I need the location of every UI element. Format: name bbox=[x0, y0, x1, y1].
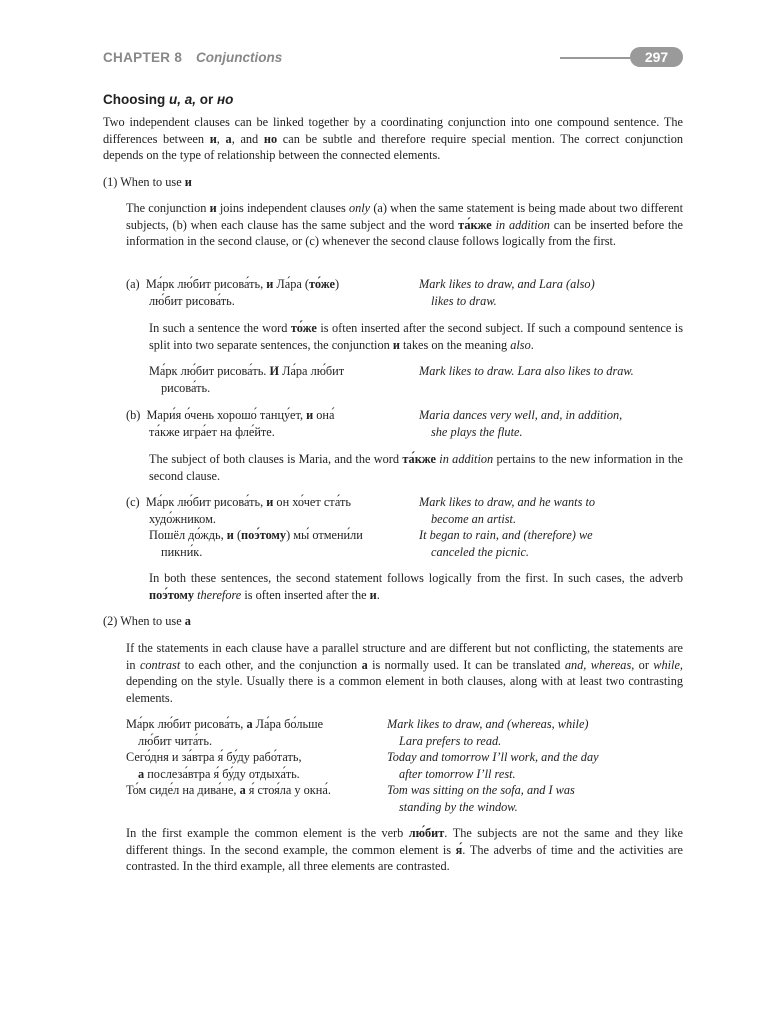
ex2-ru-3a: То́м сиде́л на дива́не, bbox=[126, 783, 240, 797]
pb-text-2: pertains to the new information in the second clause. bbox=[149, 452, 683, 483]
intro-text-3: , and bbox=[231, 131, 264, 146]
example-c-ru-1: Ма́рк лю́бит рисова́ть, bbox=[145, 495, 267, 509]
example-a-ru-2: Ла́ра ( bbox=[273, 277, 310, 291]
ex2-en-2a: Today and tomorrow I’ll work, and the day bbox=[387, 750, 599, 764]
item-2-heading bbox=[103, 613, 191, 630]
pa-text-2: is often inserted after the second subject. If such a compound sentence is split into two separate sentences, the conjunction bbox=[149, 321, 683, 352]
example-c-ru-3: Пошёл до́ждь, bbox=[149, 528, 227, 542]
ex2-ru-1a: Ма́рк лю́бит рисова́ть, bbox=[126, 717, 247, 731]
p2-text-1: If the statements in each clause have a parallel structure and are different but not conflicting, the statements are in bbox=[126, 641, 683, 672]
p2-conj: а bbox=[361, 657, 368, 672]
example-a-ru-1: Ма́рк лю́бит рисова́ть, bbox=[145, 277, 267, 291]
ex2-ru-3b: я́ стоя́ла у окна́. bbox=[245, 783, 331, 797]
example-a-note bbox=[149, 320, 683, 353]
example-c-ru-conj: и bbox=[266, 495, 274, 509]
example-c-note bbox=[149, 570, 683, 603]
section-title-prefix: Choosing bbox=[103, 92, 169, 107]
intro-conj-no: но bbox=[263, 131, 278, 146]
pf-text-1: In the first example the common element is the verb bbox=[126, 826, 409, 840]
example-c-ru-2: он хо́чет ста́ть bbox=[273, 495, 351, 509]
example-a2-ru-conj: И bbox=[269, 364, 280, 378]
example-c-en-line4: canceled the picnic. bbox=[431, 544, 529, 559]
example-a-ru-tozhe: то́же bbox=[309, 277, 335, 291]
example-a2-ru-2: Ла́ра лю́бит bbox=[279, 364, 345, 378]
chapter-title: Conjunctions bbox=[196, 50, 283, 65]
example-b-ru-conj: и bbox=[306, 408, 314, 422]
p1-in-addition: in addition bbox=[491, 217, 550, 232]
example-c-en-line2: become an artist. bbox=[431, 511, 517, 526]
pa-conj: и bbox=[392, 337, 400, 352]
example-a2-russian bbox=[149, 363, 416, 396]
page-header bbox=[103, 47, 683, 69]
final-paragraph bbox=[126, 825, 683, 875]
ex2-en-3b: standing by the window. bbox=[399, 799, 518, 814]
item-1-paragraph bbox=[126, 200, 683, 250]
pb-takzhe: та́кже bbox=[402, 452, 436, 466]
p1-text-1: The conjunction bbox=[126, 201, 210, 215]
example-c-english bbox=[419, 494, 683, 560]
ex2-ru-3conj: а bbox=[239, 783, 246, 797]
example-c-ru-conj2: и bbox=[226, 528, 234, 542]
ex2-ru-1conj: а bbox=[246, 717, 253, 731]
pc-text-2: is often inserted after the bbox=[241, 587, 370, 602]
example-2-english bbox=[387, 716, 683, 815]
ex2-ru-2b: послеза́втра я́ бу́ду отдыха́ть. bbox=[144, 766, 300, 781]
intro-text-2: , bbox=[216, 131, 226, 146]
example-a-ru-3: ) bbox=[334, 277, 340, 291]
p2-text-5: depending on the style. Usually there is a common element in both clauses, along with at least two contrasting elements. bbox=[126, 674, 683, 705]
p2-text-4: or bbox=[634, 657, 654, 672]
example-c-label: (c) bbox=[126, 495, 140, 509]
example-b-en-line1: Maria dances very well, and, in addition, bbox=[419, 408, 623, 422]
example-a-ru-line2: лю́бит рисова́ть. bbox=[149, 293, 235, 308]
p2-text-3: is normally used. It can be translated bbox=[367, 657, 565, 672]
pa-text-3: takes on the meaning bbox=[399, 337, 511, 352]
item-1-conj: и bbox=[184, 175, 192, 189]
pf-ya: я́ bbox=[455, 842, 463, 857]
ex2-en-3a: Tom was sitting on the sofa, and I was bbox=[387, 783, 575, 797]
example-b-en-line2: she plays the flute. bbox=[431, 424, 523, 439]
ex2-ru-1line2: лю́бит чита́ть. bbox=[138, 733, 213, 748]
ex2-en-1a: Mark likes to draw, and (whereas, while) bbox=[387, 717, 589, 731]
example-c-ru-4: ( bbox=[233, 528, 242, 542]
ex2-ru-1b: Ла́ра бо́льше bbox=[252, 717, 324, 731]
item-1-label: (1) When to use bbox=[103, 175, 185, 189]
intro-conj-a: а bbox=[225, 131, 232, 146]
item-2-conj: а bbox=[184, 614, 191, 628]
example-a-label: (a) bbox=[126, 277, 140, 291]
example-a2-english: Mark likes to draw. Lara also likes to draw. bbox=[419, 364, 634, 378]
page-number: 297 bbox=[630, 47, 683, 67]
p1-text-3: (a) when the same statement is being made about two different subjects, (b) when each clause has the same subject and the word bbox=[126, 201, 683, 232]
p1-text-4: can be inserted before the information in the second clause, or (c) whenever the second clause follows logically from the first. bbox=[126, 217, 683, 248]
p2-text-2: to each other, and the conjunction bbox=[180, 657, 362, 672]
intro-text-1: Two independent clauses can be linked together by a coordinating conjunction into one compound sentence. The differences between bbox=[103, 115, 683, 146]
item-2-label: (2) When to use bbox=[103, 614, 185, 628]
example-c-russian bbox=[126, 494, 416, 560]
pc-conj: и bbox=[369, 587, 377, 602]
pf-text-2: . The subjects are not the same and they like different things. In the second example, the common element is bbox=[126, 826, 683, 857]
example-c-ru-line2: худо́жником. bbox=[149, 511, 216, 526]
pa-also: also bbox=[510, 337, 531, 352]
p2-and-whereas: and, whereas, bbox=[564, 657, 635, 672]
pb-text-1: The subject of both clauses is Maria, and the word bbox=[149, 452, 403, 466]
pc-therefore: therefore bbox=[194, 587, 242, 602]
ex2-en-2b: after tomorrow I’ll rest. bbox=[399, 766, 516, 781]
p1-text-2: joins independent clauses bbox=[216, 201, 349, 215]
p1-conj: и bbox=[209, 201, 217, 215]
p2-while: while, bbox=[653, 657, 683, 672]
p2-contrast: contrast bbox=[139, 657, 181, 672]
example-b-ru-line2: та́кже игра́ет на фле́йте. bbox=[149, 424, 275, 439]
section-title bbox=[103, 92, 233, 107]
example-c-ru-5: ) мы́ отмени́ли bbox=[286, 528, 363, 542]
example-a2-ru-line2: рисова́ть. bbox=[161, 380, 211, 395]
pc-poetomu: поэ́тому bbox=[149, 587, 195, 602]
pa-text-4: . bbox=[530, 337, 534, 352]
example-a2-ru-1: Ма́рк лю́бит рисова́ть. bbox=[149, 364, 270, 378]
pc-text-1: In both these sentences, the second statement follows logically from the first. In such cases, the adverb bbox=[149, 571, 683, 585]
section-title-or: or bbox=[199, 92, 218, 107]
intro-paragraph bbox=[103, 114, 683, 164]
section-title-last: но bbox=[217, 92, 234, 107]
ex2-ru-2conj: а bbox=[138, 766, 145, 781]
ex2-en-1b: Lara prefers to read. bbox=[399, 733, 502, 748]
example-b-english bbox=[419, 407, 683, 440]
example-b-label: (b) bbox=[126, 408, 141, 422]
p1-only: only bbox=[348, 201, 371, 215]
intro-text-4: can be subtle and therefore require special mention. The correct conjunction depends on the type of relationship between the connected elements. bbox=[103, 131, 684, 162]
example-a-english bbox=[419, 276, 683, 309]
item-2-paragraph bbox=[126, 640, 683, 706]
chapter-label: CHAPTER 8 bbox=[103, 50, 183, 65]
example-a-russian bbox=[126, 276, 416, 309]
example-c-ru-poetomu: поэ́тому bbox=[241, 528, 287, 542]
section-title-words: и, а, bbox=[169, 92, 200, 107]
ex2-ru-2a: Сего́дня и за́втра я́ бу́ду рабо́тать, bbox=[126, 750, 302, 764]
pa-tozhe: то́же bbox=[290, 321, 317, 335]
item-1-heading bbox=[103, 174, 192, 191]
example-a-ru-conj: и bbox=[266, 277, 274, 291]
pb-in-addition: in addition bbox=[436, 452, 494, 466]
example-b-russian bbox=[126, 407, 416, 440]
example-c-en-line1: Mark likes to draw, and he wants to bbox=[419, 495, 596, 509]
example-c-ru-line4: пикни́к. bbox=[161, 544, 203, 559]
header-rule bbox=[560, 57, 640, 59]
example-c-en-line3: It began to rain, and (therefore) we bbox=[419, 528, 593, 542]
intro-conj-i: и bbox=[209, 131, 217, 146]
pf-lyubit: лю́бит bbox=[408, 826, 445, 840]
pf-text-3: . The adverbs of time and the activities are contrasted. In the third example, all three elements are contrasted. bbox=[126, 842, 684, 873]
p1-takzhe: та́кже bbox=[458, 217, 492, 232]
example-a-en-line2: likes to draw. bbox=[431, 293, 497, 308]
example-2-russian bbox=[126, 716, 388, 799]
example-b-note bbox=[149, 451, 683, 484]
pc-text-3: . bbox=[376, 587, 380, 602]
pa-text-1: In such a sentence the word bbox=[149, 321, 291, 335]
example-b-ru-2: она́ bbox=[313, 408, 335, 422]
example-a-en-line1: Mark likes to draw, and Lara (also) bbox=[419, 277, 595, 291]
example-b-ru-1: Мари́я о́чень хорошо́ танцу́ет, bbox=[146, 408, 307, 422]
